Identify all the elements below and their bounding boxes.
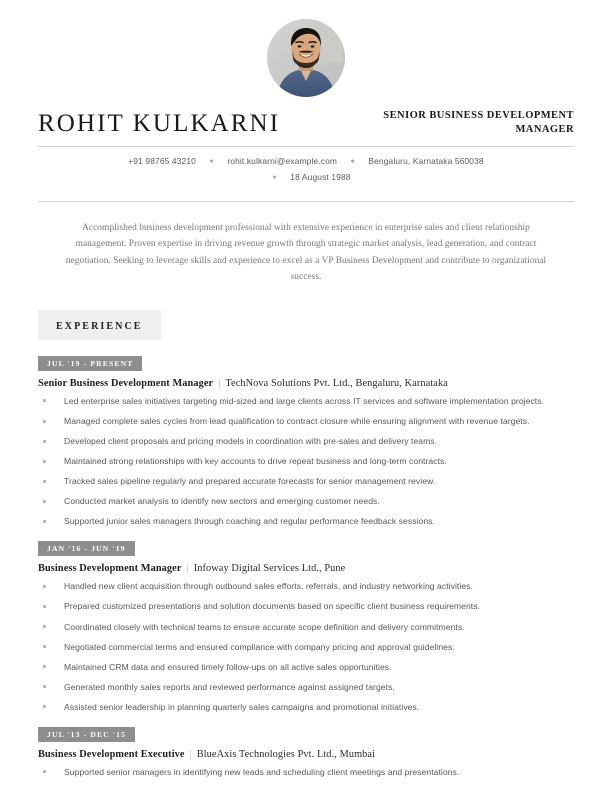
contact-email[interactable]: rohit.kulkarni@example.com [227,156,338,167]
contact-location: Bengaluru, Karnataka 560038 [368,156,484,167]
list-item: Maintained CRM data and ensured timely follow-ups on all active sales opportunities. [38,661,574,674]
list-item: Tracked sales pipeline regularly and prepared accurate forecasts for senior management review. [38,475,574,488]
profile-photo-icon [267,19,345,97]
contact-date-of-birth: 18 August 1988 [290,172,351,183]
list-item: Prepared customized presentations and solution documents based on specific client business requirements. [38,600,574,613]
contact-separator-icon: ● [350,158,355,166]
list-item: Generated monthly sales reports and reviewed performance against assigned targets. [38,681,574,694]
list-item: Supported senior managers in identifying new leads and scheduling client meetings and presentations. [38,766,574,779]
list-item: Conducted market analysis to identify new sectors and emerging customer needs. [38,495,574,508]
job-bullet-list [38,395,574,528]
experience-section [38,285,574,779]
job-company: TechNova Solutions Pvt. Ltd., Bengaluru, Karnataka [225,377,448,389]
contact-info [38,147,574,192]
list-item: Led enterprise sales initiatives targeting mid-sized and large clients across IT services and software implementation projects. [38,395,574,408]
job-role: Business Development Manager [38,563,182,575]
job-header-line [38,378,574,389]
section-header-label: EXPERIENCE [56,320,143,332]
avatar [267,19,345,97]
job-role: Senior Business Development Manager [38,377,214,389]
list-item: Assisted senior leadership in planning quarterly sales campaigns and promotional initiatives. [38,701,574,714]
list-item: Negotiated commercial terms and ensured compliance with company pricing and approval guidelines. [38,641,574,654]
job-divider: | [189,748,192,760]
list-item: Handled new client acquisition through outbound sales efforts, referrals, and industry networking activities. [38,580,574,593]
job-company: Infoway Digital Services Ltd., Pune [193,563,346,575]
list-item: Maintained strong relationships with key accounts to drive repeat business and long-term contracts. [38,455,574,468]
contact-separator-icon: ● [209,158,214,166]
header-job-title: SENIOR BUSINESS DEVELOPMENT MANAGER [383,110,574,136]
experience-item [38,353,574,528]
date-badge: JAN '16 - JUN '19 [38,541,135,556]
job-divider: | [186,563,189,575]
professional-summary: Accomplished business development professional with extensive experience in enterprise sales and client relationship management. Proven expertise in driving revenue growth through strategic market analysis, lead generation, and contract negotiation. Seeking to leverage skills and experience to excel as a VP Business Development and contribute to organizational success. [65,223,547,282]
photo-container [38,0,574,97]
experience-item [38,538,574,713]
list-item: Developed client proposals and pricing models in coordination with pre-sales and delivery teams. [38,435,574,448]
job-header-line [38,563,574,574]
name-title-row [38,109,574,137]
date-badge: JUL '19 - PRESENT [38,356,142,371]
job-header-line [38,749,574,760]
contact-second-line [38,170,574,186]
list-item: Managed complete sales cycles from lead qualification to contract closure while ensuring alignment with revenue targets. [38,415,574,428]
contact-phone: +91 98765 43210 [128,156,196,167]
list-item: Supported junior sales managers through coaching and regular performance feedback sessions. [38,515,574,528]
list-item: Coordinated closely with technical teams to ensure accurate scope definition and delivery commitments. [38,621,574,634]
contact-separator-icon: ● [272,174,277,182]
job-role: Business Development Executive [38,748,185,760]
page-title: ROHIT KULKARNI [38,109,281,137]
experience-item [38,724,574,779]
job-divider: | [218,377,221,389]
job-bullet-list [38,766,574,779]
job-company: BlueAxis Technologies Pvt. Ltd., Mumbai [196,748,376,760]
job-bullet-list [38,580,574,713]
section-header-experience [38,310,161,340]
date-badge: JUL '13 - DEC '15 [38,727,135,742]
